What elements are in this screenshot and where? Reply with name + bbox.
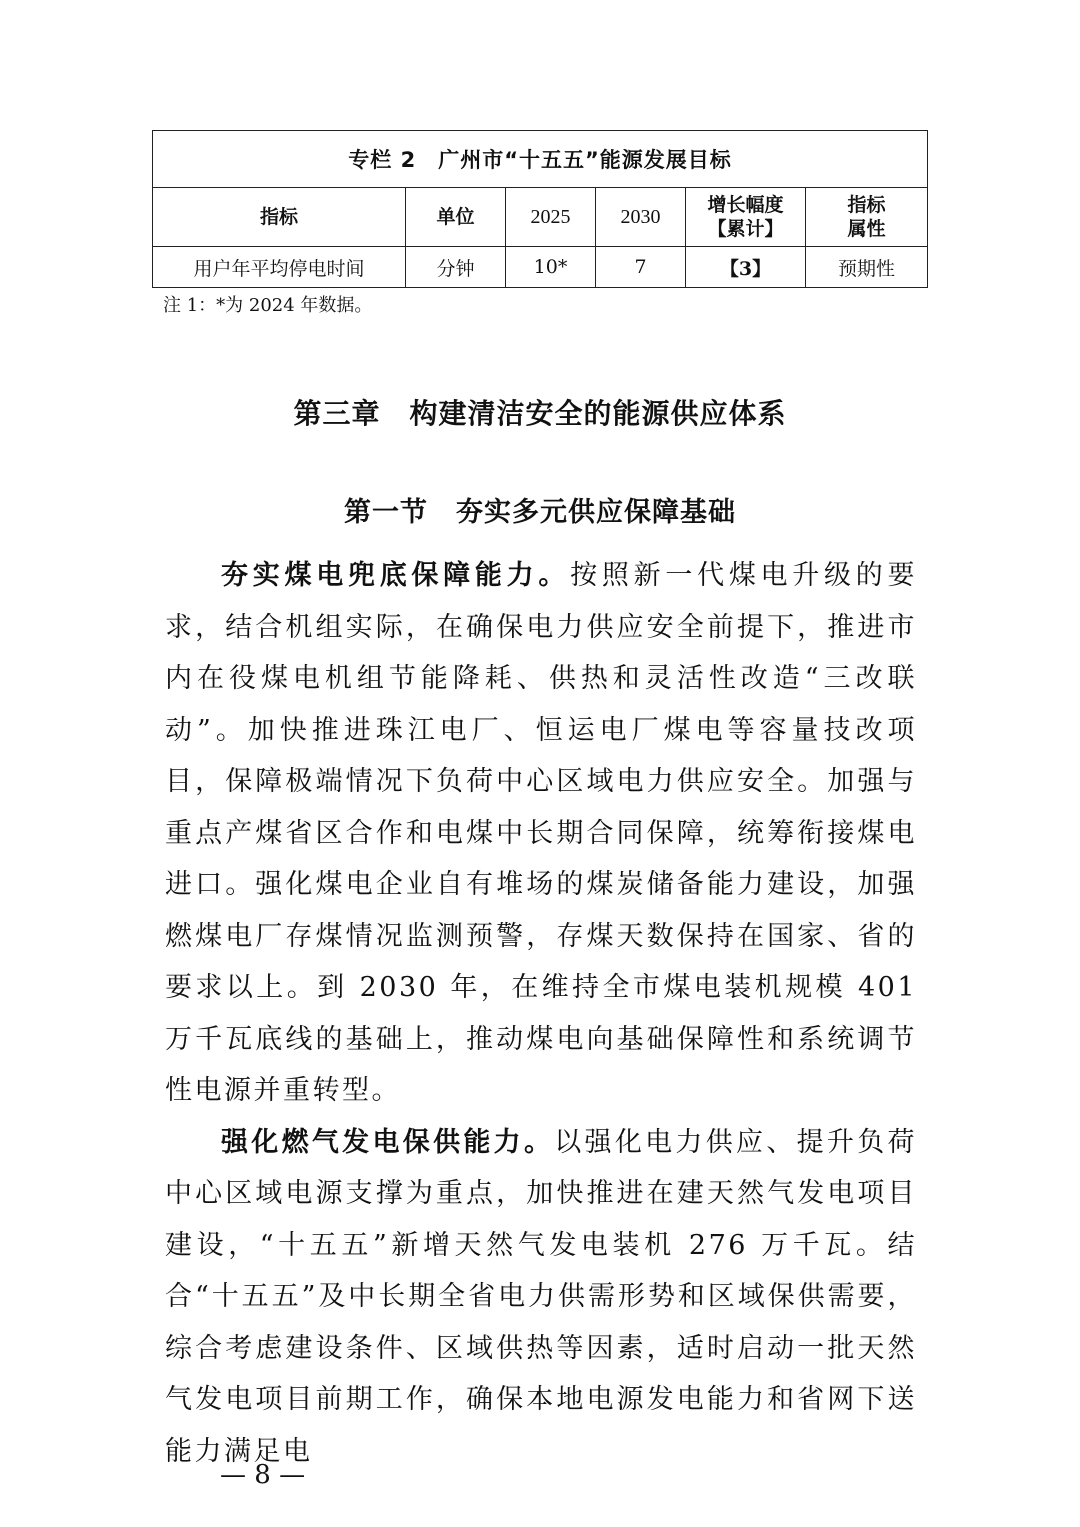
cell-attribute: 预期性 xyxy=(806,247,928,288)
body-text xyxy=(165,550,917,1477)
header-2030: 2030 xyxy=(596,188,686,247)
header-growth-line1: 增长幅度 xyxy=(707,194,784,216)
header-growth xyxy=(686,188,806,247)
header-growth-line2: 【累计】 xyxy=(707,218,784,240)
paragraph-text: 按照新一代煤电升级的要求，结合机组实际，在确保电力供应安全前提下，推进市内在役煤电机组节能降耗、供热和灵活性改造“三改联动”。加快推进珠江电厂、恒运电厂煤电等容量技改项目，保障极端情况下负荷中心区域电力供应安全。加强与重点产煤省区合作和电煤中长期合同保障，统筹衔接煤电进口。强化煤电企业自有堆场的煤炭储备能力建设，加强燃煤电厂存煤情况监测预警，存煤天数保持在国家、省的要求以上。到 2030 年，在维持全市煤电装机规模 401 万千瓦底线的基础上，推动煤电向基础保障性和系统调节性电源并重转型。 xyxy=(165,560,918,1106)
cell-growth: 【3】 xyxy=(686,247,806,288)
cell-2030: 7 xyxy=(596,247,686,288)
header-attribute xyxy=(806,188,928,247)
paragraph-text: 以强化电力供应、提升负荷中心区域电源支撑为重点，加快推进在建天然气发电项目建设，“十五五”新增天然气发电装机 276 万千瓦。结合“十五五”及中长期全省电力供需形势和区域保供需要，综合考虑建设条件、区域供热等因素，适时启动一批天然气发电项目前期工作，确保本地电源发电能力和省网下送能力满足电 xyxy=(165,1126,917,1467)
cell-2025: 10* xyxy=(506,247,596,288)
header-2025: 2025 xyxy=(506,188,596,247)
paragraph-gas-power xyxy=(165,1117,917,1478)
table-row xyxy=(153,247,928,288)
header-unit: 单位 xyxy=(406,188,506,247)
header-indicator: 指标 xyxy=(153,188,406,247)
header-attribute-line2: 属性 xyxy=(847,218,886,240)
page-number: — 8 — xyxy=(220,1460,306,1490)
section-title: 第一节 夯实多元供应保障基础 xyxy=(344,497,736,528)
header-attribute-line1: 指标 xyxy=(847,194,886,216)
table-header-row xyxy=(153,188,928,247)
cell-indicator: 用户年平均停电时间 xyxy=(153,247,406,288)
paragraph-lead: 夯实煤电兜底保障能力。 xyxy=(221,560,571,591)
paragraph-coal-power xyxy=(165,550,917,1117)
paragraph-lead: 强化燃气发电保供能力。 xyxy=(221,1126,555,1158)
energy-targets-table xyxy=(152,130,928,288)
table-caption: 专栏 2 广州市“十五五”能源发展目标 xyxy=(153,131,928,188)
cell-unit: 分钟 xyxy=(406,247,506,288)
energy-targets-table-container xyxy=(152,130,927,288)
table-note: 注 1：*为 2024 年数据。 xyxy=(163,295,373,316)
chapter-title: 第三章 构建清洁安全的能源供应体系 xyxy=(293,397,787,430)
